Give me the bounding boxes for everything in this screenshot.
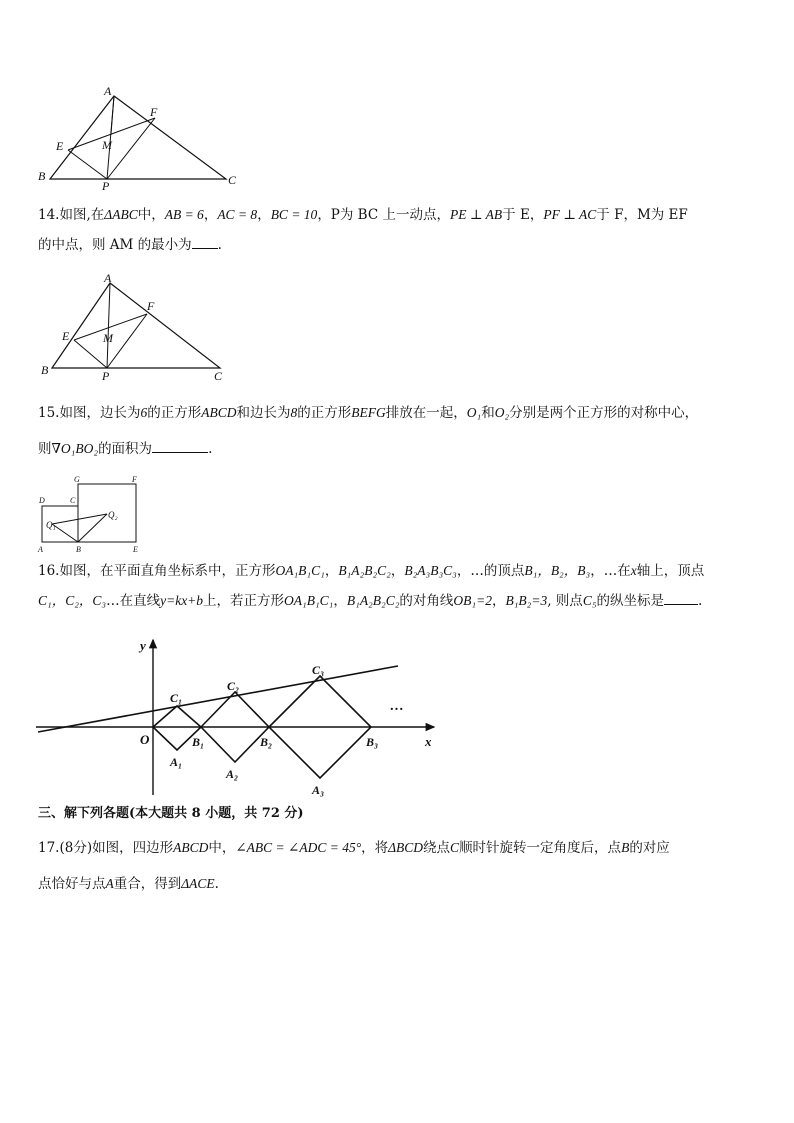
label-b1: B₁ bbox=[192, 735, 205, 749]
q16-text: ， bbox=[491, 593, 506, 609]
label-e: E bbox=[62, 329, 70, 343]
squares-figure-q15 bbox=[36, 472, 156, 554]
q16-text: 上，若正方形 bbox=[203, 593, 285, 609]
label-q1: Q₁ bbox=[46, 520, 56, 530]
label-p: P bbox=[102, 179, 110, 193]
label-m: M bbox=[103, 331, 113, 345]
q16-text: 轴上，顶点 bbox=[636, 563, 705, 579]
q14-line1 bbox=[38, 200, 758, 230]
label-d: D bbox=[39, 496, 45, 505]
label-b3: B₃ bbox=[366, 735, 379, 749]
q16-text: ， bbox=[390, 563, 405, 579]
label-f: F bbox=[132, 475, 137, 484]
label-e: E bbox=[133, 545, 138, 554]
q17-triangle-ace: ΔACE bbox=[181, 876, 215, 891]
q15-text: 和边长为 bbox=[236, 405, 291, 421]
label-g: G bbox=[74, 475, 80, 484]
answer-blank bbox=[192, 234, 218, 249]
q16-line-equation: y=kx+b bbox=[160, 593, 204, 608]
q15-text: 和 bbox=[481, 405, 495, 421]
q15-o1: O₁ bbox=[466, 405, 482, 420]
q16-square-3: B₂A₃B₃C₃ bbox=[404, 563, 457, 578]
q16-text: …在直线 bbox=[106, 593, 161, 609]
label-a: A bbox=[104, 84, 112, 98]
q15-text: 的正方形 bbox=[297, 405, 352, 421]
q17-b: B bbox=[621, 840, 630, 855]
label-y: y bbox=[140, 638, 146, 653]
q16-text: ，…在 bbox=[590, 563, 631, 579]
q15-text: 排放在一起， bbox=[385, 405, 467, 421]
q17-text: 的对应 bbox=[629, 840, 670, 856]
q15-line1 bbox=[38, 395, 758, 431]
q16-line1 bbox=[38, 556, 758, 586]
label-c1: C₁ bbox=[170, 691, 183, 705]
label-b: B bbox=[41, 363, 49, 377]
q14-ac: AC = 8 bbox=[217, 207, 258, 222]
q14-triangle: ΔABC bbox=[104, 207, 138, 222]
q16-text: 的对角线 bbox=[399, 593, 454, 609]
q17-text: 绕点 bbox=[423, 840, 451, 856]
q14-pf: PF ⊥ AC bbox=[543, 207, 597, 222]
label-a: A bbox=[104, 271, 112, 285]
q14-pe: PE ⊥ AB bbox=[449, 207, 503, 222]
q15-number: 15. bbox=[38, 405, 60, 421]
triangle-figure-top bbox=[36, 82, 246, 192]
q17-triangle-bcd: ΔBCD bbox=[388, 840, 424, 855]
q15-text: . bbox=[208, 441, 213, 457]
label-f: F bbox=[147, 299, 155, 313]
q17-a: A bbox=[105, 876, 114, 891]
q14-bc: BC = 10 bbox=[270, 207, 318, 222]
q15-six: 6 bbox=[140, 405, 148, 420]
q16-ob1: OB₁=2 bbox=[453, 593, 492, 608]
question-17 bbox=[38, 830, 758, 902]
q16-line2 bbox=[38, 586, 758, 616]
q16-square-2: B₁A₂B₂C₂ bbox=[346, 593, 400, 608]
q14-text: ， bbox=[257, 207, 271, 223]
q15-text: 的正方形 bbox=[147, 405, 202, 421]
q15-abcd: ABCD bbox=[201, 405, 237, 420]
q17-angle: ∠ABC = ∠ADC = 45° bbox=[235, 840, 362, 855]
label-c: C bbox=[214, 369, 223, 383]
label-c2: C₂ bbox=[227, 679, 240, 693]
q17-c: C bbox=[450, 840, 460, 855]
q16-square-1: OA₁B₁C₁ bbox=[284, 593, 334, 608]
q14-text: ，P为 BC 上一动点， bbox=[317, 207, 450, 223]
q16-text: . bbox=[698, 593, 703, 609]
q16-square-2: B₁A₂B₂C₂ bbox=[338, 563, 391, 578]
question-16 bbox=[38, 556, 758, 616]
q16-text: , 则点 bbox=[547, 593, 583, 609]
q17-text: 重合，得到 bbox=[113, 876, 182, 892]
triangle-figure-q14 bbox=[38, 270, 248, 385]
q14-text: 中， bbox=[137, 207, 165, 223]
answer-blank bbox=[664, 590, 698, 605]
q17-score: (8分) bbox=[59, 840, 93, 856]
q15-eight: 8 bbox=[290, 405, 298, 420]
q15-triangle: ∇O₁BO₂ bbox=[51, 441, 99, 456]
label-c: C bbox=[228, 173, 237, 187]
q17-number: 17. bbox=[38, 840, 60, 856]
label-b: B bbox=[76, 545, 81, 554]
q16-points-c: C₁，C₂，C₃ bbox=[38, 593, 107, 608]
q14-text: . bbox=[217, 237, 222, 253]
q17-text: 如图，四边形 bbox=[92, 840, 174, 856]
q16-x: x bbox=[630, 563, 637, 578]
label-a3: A₃ bbox=[312, 783, 325, 797]
question-14 bbox=[38, 200, 758, 260]
q16-text: ， bbox=[333, 593, 347, 609]
q14-line2 bbox=[38, 230, 758, 260]
label-e: E bbox=[56, 139, 64, 153]
coordinate-figure-q16 bbox=[36, 630, 446, 800]
q15-befg: BEFG bbox=[351, 405, 386, 420]
q15-text: 的面积为 bbox=[98, 441, 153, 457]
q14-text: ， bbox=[203, 207, 218, 223]
q15-text: 分别是两个正方形的对称中心， bbox=[509, 405, 699, 421]
label-x: x bbox=[425, 734, 432, 749]
label-f: F bbox=[150, 105, 158, 119]
q17-text: 中， bbox=[208, 840, 236, 856]
q15-text: 则 bbox=[38, 441, 52, 457]
label-a2: A₂ bbox=[226, 767, 239, 781]
q16-square-1: OA₁B₁C₁ bbox=[275, 563, 325, 578]
q17-text: . bbox=[214, 876, 219, 892]
q14-number: 14. bbox=[38, 207, 60, 223]
q16-c5: C₅ bbox=[582, 593, 597, 608]
q17-text: 点恰好与点 bbox=[38, 876, 106, 892]
q16-b1b2: B₁B₂=3 bbox=[505, 593, 548, 608]
label-o: O bbox=[140, 732, 150, 747]
q16-text: ， bbox=[324, 563, 339, 579]
q17-abcd: ABCD bbox=[173, 840, 209, 855]
label-m: M bbox=[102, 138, 112, 152]
q16-text: 如图，在平面直角坐标系中，正方形 bbox=[59, 563, 276, 579]
label-p: P bbox=[102, 369, 110, 383]
q14-text: 的中点，则 AM 的最小为 bbox=[38, 237, 192, 253]
q17-text: ，将 bbox=[361, 840, 389, 856]
label-c: C bbox=[70, 496, 76, 505]
q17-text: 顺时针旋转一定角度后，点 bbox=[459, 840, 622, 856]
q17-line2 bbox=[38, 866, 758, 902]
question-15 bbox=[38, 395, 758, 467]
q17-line1 bbox=[38, 830, 758, 866]
label-b2: B₂ bbox=[260, 735, 273, 749]
q16-points-b: B₁，B₂，B₃ bbox=[524, 563, 591, 578]
label-c3: C₃ bbox=[312, 663, 325, 677]
q15-o2: O₂ bbox=[494, 405, 510, 420]
q16-text: ，…的顶点 bbox=[456, 563, 525, 579]
q14-text: 于 F，M为 EF bbox=[596, 207, 688, 223]
q16-number: 16. bbox=[38, 563, 60, 579]
q14-text: 于 E， bbox=[502, 207, 544, 223]
q15-line2 bbox=[38, 431, 758, 467]
label-q2: Q₂ bbox=[108, 510, 118, 520]
q15-text: 如图，边长为 bbox=[59, 405, 141, 421]
q16-text: 的纵坐标是 bbox=[596, 593, 665, 609]
label-b: B bbox=[38, 169, 46, 183]
q14-text: 如图,在 bbox=[59, 207, 105, 223]
label-a: A bbox=[38, 545, 43, 554]
answer-blank bbox=[152, 438, 208, 453]
section-header: 三、解下列各题(本大题共 8 小题，共 72 分) bbox=[38, 806, 304, 821]
q14-ab: AB = 6 bbox=[164, 207, 204, 222]
label-ellipsis: … bbox=[390, 699, 404, 714]
label-a1: A₁ bbox=[170, 755, 183, 769]
